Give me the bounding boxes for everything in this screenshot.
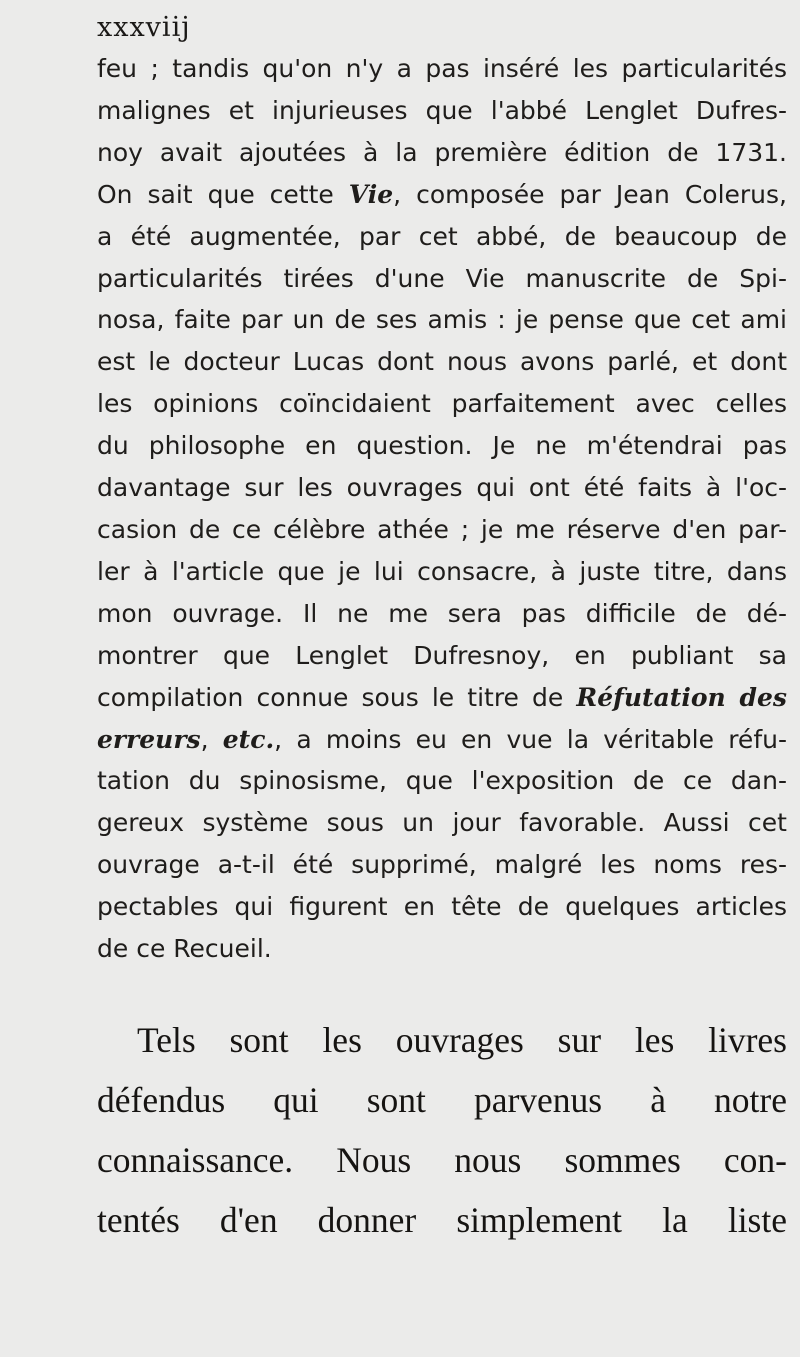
text-line: a été augmentée, par cet abbé, de beaucoup de	[97, 221, 787, 251]
text-line: pectables qui figurent en tête de quelques articles	[97, 892, 787, 922]
text-line: montrer que Lenglet Dufresnoy, en publiant sa	[97, 640, 787, 670]
text-line: gereux système sous un jour favorable. Aussi cet	[97, 808, 787, 838]
italic-title-refutation: Réfutation des	[576, 682, 787, 712]
closing-line: défendus qui sont parvenus à notre	[97, 1080, 787, 1120]
text-line: tation du spinosisme, que l'exposition de ce dan-	[97, 766, 787, 796]
text-line	[97, 174, 787, 216]
page-number: xxxviij	[97, 12, 191, 43]
closing-line: connaissance. Nous nous sommes con-	[97, 1140, 787, 1180]
text-line: malignes et injurieuses que l'abbé Lenglet Dufres-	[97, 95, 787, 125]
closing-line: Tels sont les ouvrages sur les livres	[137, 1020, 787, 1060]
text-line: ler à l'article que je lui consacre, à juste titre, dans	[97, 556, 787, 586]
text-line: du philosophe en question. Je ne m'étendrai pas	[97, 431, 787, 461]
text-line: casion de ce célèbre athée ; je me réserve d'en par-	[97, 514, 787, 544]
main-paragraph	[97, 48, 787, 970]
text-line: davantage sur les ouvrages qui ont été faits à l'oc-	[97, 473, 787, 503]
text-line: mon ouvrage. Il ne me sera pas difficile de dé-	[97, 598, 787, 628]
text-line: est le docteur Lucas dont nous avons parlé, et dont	[97, 347, 787, 377]
text-line: feu ; tandis qu'on n'y a pas inséré les particularités	[97, 54, 787, 83]
text-segment: , composée par Jean Colerus,	[393, 179, 787, 209]
italic-title-vie: Vie	[348, 179, 394, 209]
text-line: particularités tirées d'une Vie manuscrite de Spi-	[97, 263, 787, 293]
italic-title-erreurs: erreurs	[97, 724, 201, 754]
text-line: les opinions coïncidaient parfaitement avec celles	[97, 389, 787, 419]
closing-paragraph	[97, 1010, 787, 1250]
text-line: de ce Recueil.	[97, 934, 272, 964]
text-segment: , a moins eu en vue la véritable réfu-	[274, 724, 787, 754]
text-segment: On sait que cette	[97, 179, 334, 209]
italic-etc: etc.	[222, 724, 275, 754]
text-line: ouvrage a-t-il été supprimé, malgré les noms res-	[97, 850, 787, 880]
text-line: noy avait ajoutées à la première édition de 1731.	[97, 137, 787, 167]
closing-line: tentés d'en donner simplement la liste	[97, 1200, 787, 1240]
text-segment: ,	[200, 724, 223, 754]
text-line: nosa, faite par un de ses amis : je pense que cet ami	[97, 305, 787, 335]
text-line	[97, 719, 787, 761]
text-line	[97, 677, 787, 719]
text-segment: compilation connue sous le titre de	[97, 682, 564, 712]
